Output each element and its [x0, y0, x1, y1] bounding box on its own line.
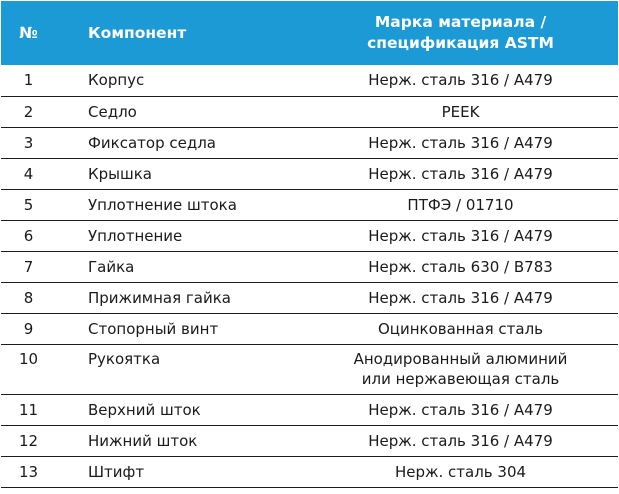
row-component: Верхний шток	[88, 400, 201, 419]
row-component: Стопорный винт	[88, 319, 219, 338]
row-component: Уплотнение	[88, 226, 183, 245]
row-material-line2: или нержавеющая сталь	[361, 369, 560, 388]
row-component: Крышка	[88, 164, 152, 183]
row-material: Нерж. сталь 630 / В783	[368, 257, 553, 276]
row-number: 6	[23, 226, 34, 245]
header-row	[1, 1, 618, 65]
table-row	[1, 251, 618, 282]
row-number: 10	[18, 349, 39, 368]
parts-table	[1, 1, 618, 488]
table-row	[1, 394, 618, 425]
row-number: 13	[18, 462, 39, 481]
row-number: 5	[23, 195, 34, 214]
table-row	[1, 127, 618, 158]
row-material: Нерж. сталь 304	[394, 462, 527, 481]
row-component: Корпус	[88, 71, 145, 90]
table-row	[1, 189, 618, 220]
row-material: Нерж. сталь 316 / А479	[368, 431, 553, 450]
row-component: Нижний шток	[88, 431, 198, 450]
row-number: 11	[18, 400, 39, 419]
row-number: 3	[23, 133, 34, 152]
row-component: Уплотнение штока	[88, 195, 237, 214]
row-material: Нерж. сталь 316 / А479	[368, 71, 553, 90]
header-component: Компонент	[88, 23, 187, 42]
row-material: Нерж. сталь 316 / А479	[368, 288, 553, 307]
row-number: 9	[23, 319, 34, 338]
table-row	[1, 456, 618, 487]
table-header	[1, 1, 618, 65]
row-material: Нерж. сталь 316 / А479	[368, 400, 553, 419]
row-material: Оцинкованная сталь	[377, 319, 544, 338]
header-material	[303, 1, 618, 65]
row-component: Штифт	[88, 462, 145, 481]
header-material-line1: Марка материала /	[374, 13, 547, 31]
row-material: PEEK	[441, 102, 480, 121]
row-component: Рукоятка	[88, 349, 161, 368]
row-number: 2	[23, 102, 34, 121]
row-material: ПТФЭ / 01710	[407, 195, 514, 214]
row-number: 7	[23, 257, 34, 276]
header-number: №	[19, 23, 38, 42]
table-row	[1, 313, 618, 344]
row-component: Прижимная гайка	[88, 288, 231, 307]
table-row	[1, 96, 618, 127]
row-component: Гайка	[88, 257, 135, 276]
row-material-line1: Анодированный алюминий	[353, 349, 568, 368]
row-number: 1	[23, 71, 34, 90]
row-material: Нерж. сталь 316 / А479	[368, 164, 553, 183]
table-body	[1, 65, 618, 487]
table-row	[1, 282, 618, 313]
header-material-line2: спецификация ASTM	[367, 34, 554, 52]
row-material: Нерж. сталь 316 / А479	[368, 133, 553, 152]
table-row	[1, 220, 618, 251]
row-component: Фиксатор седла	[88, 133, 216, 152]
row-component: Седло	[88, 102, 137, 121]
table-row	[1, 344, 618, 394]
row-material: Нерж. сталь 316 / А479	[368, 226, 553, 245]
row-number: 4	[23, 164, 34, 183]
row-material	[303, 344, 618, 394]
table-row	[1, 158, 618, 189]
row-number: 8	[23, 288, 34, 307]
row-number: 12	[18, 431, 39, 450]
table-row	[1, 65, 618, 96]
table-row	[1, 425, 618, 456]
